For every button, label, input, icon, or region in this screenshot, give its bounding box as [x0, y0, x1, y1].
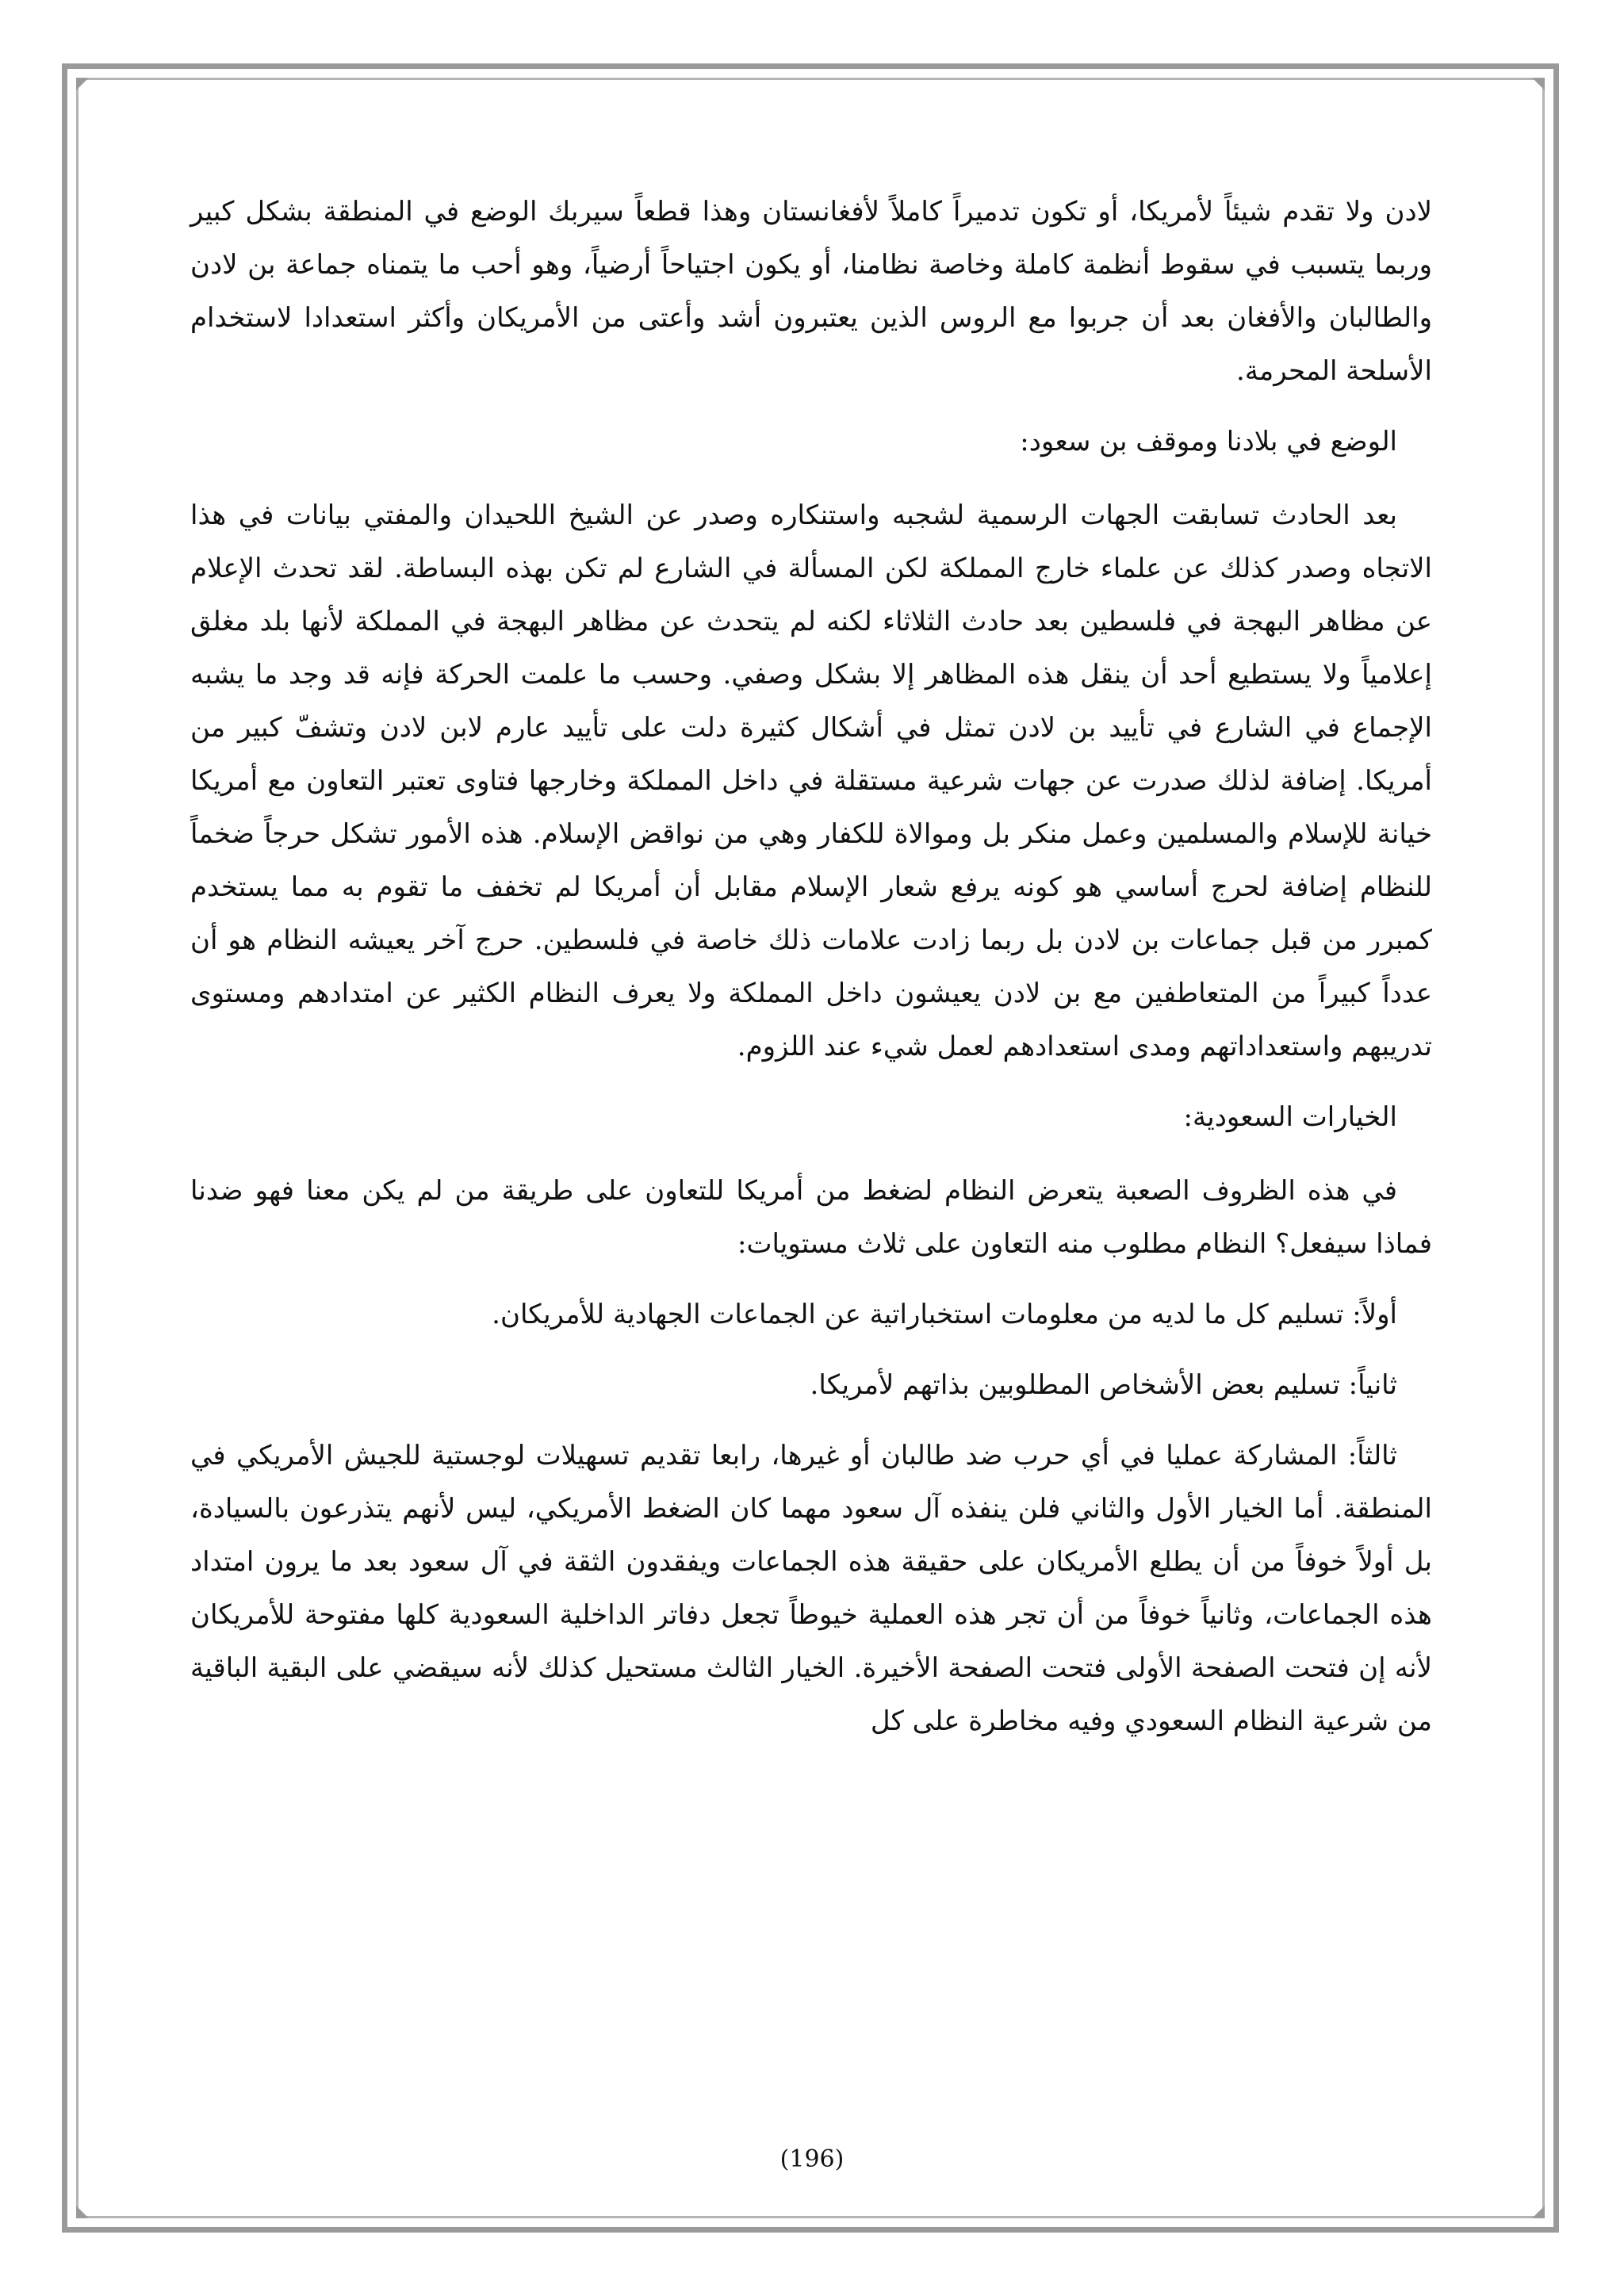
page-number: (196) [779, 2145, 845, 2173]
section-heading-saudi-options: الخيارات السعودية: [1183, 1101, 1397, 1133]
corner-ornament-top-right [1532, 78, 1545, 90]
corner-ornament-top-left [76, 78, 89, 90]
corner-ornament-bottom-left [76, 2206, 89, 2218]
paragraph-pressure: في هذه الظروف الصعبة يتعرض النظام لضغط من أمريكا للتعاون على طريقة من لم يكن معنا فهو ضدنا فماذا سيفعل؟ النظام مطلوب منه التعاون على ثلاث مستويات: [190, 1175, 1432, 1260]
list-item-third: ثالثاً: المشاركة عمليا في أي حرب ضد طالبان أو غيرها، رابعا تقديم تسهيلات لوجستية للجيش الأمريكي في المنطقة. أما الخيار الأول والثاني فلن ينفذه آل سعود مهما كان الضغط الأمريكي، ليس لأنهم يتذرعون بالسيادة، بل أولاً خوفاً من أن يطلع الأمريكان على حقيقة هذه الجماعات ويفقدون الثقة في آل سعود بعد ما يرون امتداد هذه الجماعات، وثانياً خوفاً من أن تجر هذه العملية خيوطاً تجعل دفاتر الداخلية السعودية كلها مفتوحة للأمريكان لأنه إن فتحت الصفحة الأولى فتحت الصفحة الأخيرة. الخيار الثالث مستحيل كذلك لأنه سيقضي على البقية الباقية من شرعية النظام السعودي وفيه مخاطرة على كل [190, 1440, 1432, 1737]
corner-ornament-bottom-right [1532, 2206, 1545, 2218]
section-heading-saudi-situation: الوضع في بلادنا وموقف بن سعود: [1020, 426, 1397, 457]
list-item-second: ثانياً: تسليم بعض الأشخاص المطلوبين بذاتهم لأمريكا. [810, 1369, 1397, 1401]
document-body [190, 186, 1432, 1766]
paragraph-after-incident: بعد الحادث تسابقت الجهات الرسمية لشجبه واستنكاره وصدر عن الشيخ اللحيدان والمفتي بيانات في هذا الاتجاه وصدر كذلك عن علماء خارج المملكة لكن المسألة في الشارع لم تكن بهذه البساطة. لقد تحدث الإعلام عن مظاهر البهجة في فلسطين بعد حادث الثلاثاء لكنه لم يتحدث عن مظاهر البهجة في المملكة لأنها بلد مغلق إعلامياً ولا يستطيع أحد أن ينقل هذه المظاهر إلا بشكل وصفي. وحسب ما علمت الحركة فإنه قد وجد ما يشبه الإجماع في الشارع في تأييد بن لادن تمثل في أشكال كثيرة دلت على تأييد عارم لابن لادن وتشفّ كبير من أمريكا. إضافة لذلك صدرت عن جهات شرعية مستقلة في داخل المملكة وخارجها فتاوى تعتبر التعاون مع أمريكا خيانة للإسلام والمسلمين وعمل منكر بل وموالاة للكفار وهي من نواقض الإسلام. هذه الأمور تشكل حرجاً ضخماً للنظام إضافة لحرج أساسي هو كونه يرفع شعار الإسلام مقابل أن أمريكا لم تخفف ما تقوم به مما يستخدم كمبرر من قبل جماعات بن لادن بل ربما زادت علامات ذلك خاصة في فلسطين. حرج آخر يعيشه النظام هو أن عدداً كبيراً من المتعاطفين مع بن لادن يعيشون داخل المملكة ولا يعرف النظام الكثير عن امتدادهم ومستوى تدريبهم واستعداداتهم ومدى استعدادهم لعمل شيء عند اللزوم. [190, 499, 1433, 1062]
list-item-first: أولاً: تسليم كل ما لديه من معلومات استخباراتية عن الجماعات الجهادية للأمريكان. [492, 1299, 1397, 1330]
paragraph-continuation: لادن ولا تقدم شيئاً لأمريكا، أو تكون تدميراً كاملاً لأفغانستان وهذا قطعاً سيربك الوضع في المنطقة بشكل كبير وربما يتسبب في سقوط أنظمة كاملة وخاصة نظامنا، أو يكون اجتياحاً أرضياً، وهو أحب ما يتمناه جماعة بن لادن والطالبان والأفغان بعد أن جربوا مع الروس الذين يعتبرون أشد وأعتى من الأمريكان وأكثر استعدادا لاستخدام الأسلحة المحرمة. [190, 196, 1432, 387]
